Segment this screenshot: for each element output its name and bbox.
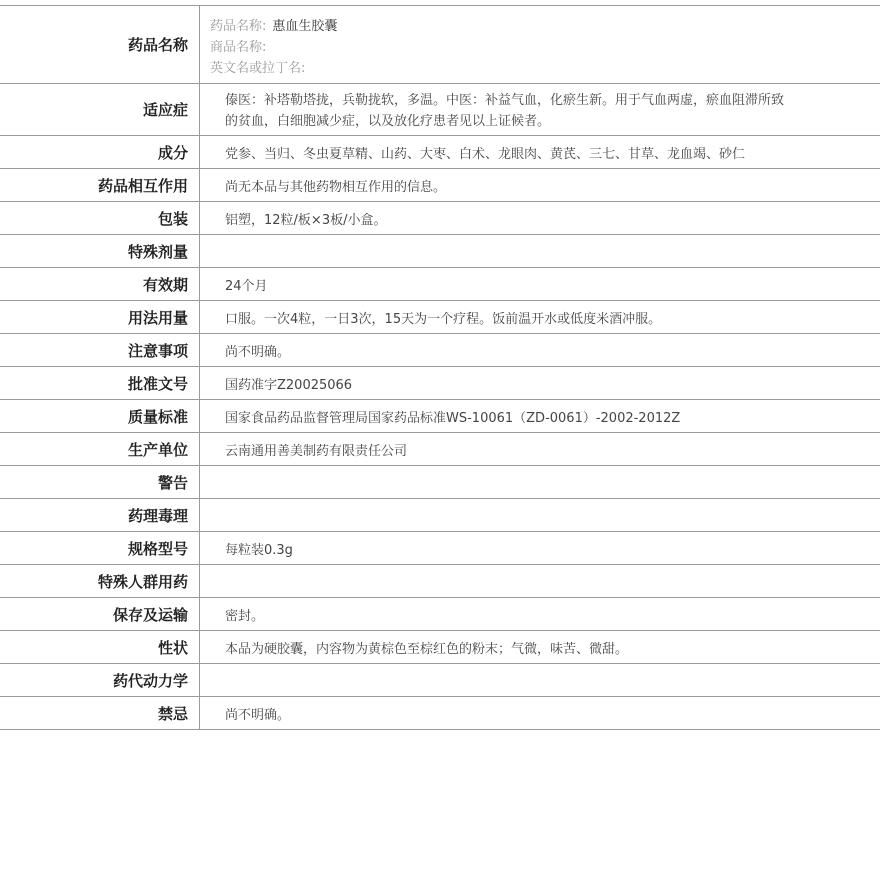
table-row-shelf-life [0,268,880,301]
row-label: 警告 [0,466,200,498]
table-row-approval-number [0,367,880,400]
row-label: 适应症 [0,84,200,135]
row-label: 特殊人群用药 [0,565,200,597]
trade-name-key: 商品名称: [210,40,267,55]
english-name-key: 英文名或拉丁名: [210,61,306,76]
table-row-drug-name [0,6,880,84]
row-value: 傣医：补塔勒塔拢，兵勒拢软，多温。中医：补益气血，化瘀生新。用于气血两虚，瘀血阻滞所致的贫血，白细胞减少症，以及放化疗患者见以上证候者。 [225,93,785,129]
english-name-line [210,58,880,79]
row-label: 生产单位 [0,433,200,465]
row-value: 铝塑，12粒/板×3板/小盒。 [225,212,387,228]
table-row-ingredients [0,136,880,169]
row-value: 每粒装0.3g [225,542,293,558]
table-row-warning [0,466,880,499]
generic-name-key: 药品名称: [210,19,267,34]
table-row-manufacturer [0,433,880,466]
row-value: 国药准字Z20025066 [225,377,353,393]
row-value: 尚不明确。 [225,707,291,723]
row-value: 密封。 [225,608,265,624]
row-label: 保存及运输 [0,598,200,630]
table-row-indications [0,84,880,136]
table-row-contraindications [0,697,880,730]
table-row-pharmacokinetics [0,664,880,697]
row-label: 规格型号 [0,532,200,564]
row-label: 质量标准 [0,400,200,432]
table-row-pharmacology [0,499,880,532]
row-label: 注意事项 [0,334,200,366]
row-label: 禁忌 [0,697,200,729]
row-label: 性状 [0,631,200,663]
generic-name-line [210,16,880,37]
table-row-special-populations [0,565,880,598]
row-label: 药品相互作用 [0,169,200,201]
table-row-specification [0,532,880,565]
row-value: 尚无本品与其他药物相互作用的信息。 [225,179,447,195]
row-value: 云南通用善美制药有限责任公司 [225,443,408,459]
row-value [200,565,880,597]
row-value [200,499,880,531]
row-label: 药品名称 [0,6,200,83]
drug-info-table [0,5,880,730]
table-row-packaging [0,202,880,235]
row-value: 党参、当归、冬虫夏草精、山药、大枣、白术、龙眼肉、黄芪、三七、甘草、龙血竭、砂仁 [225,146,746,162]
table-row-storage [0,598,880,631]
row-label: 药理毒理 [0,499,200,531]
table-row-interactions [0,169,880,202]
trade-name-line [210,37,880,58]
row-label: 有效期 [0,268,200,300]
table-row-dosage [0,301,880,334]
row-value: 尚不明确。 [225,344,291,360]
drug-name-block [200,6,880,83]
row-value: 国家食品药品监督管理局国家药品标准WS-10061（ZD-0061）-2002-2012Z [225,410,681,426]
row-label: 成分 [0,136,200,168]
table-row-description [0,631,880,664]
row-label: 批准文号 [0,367,200,399]
row-value: 24个月 [225,278,268,294]
table-row-quality-standard [0,400,880,433]
table-row-special-dosage [0,235,880,268]
table-row-precautions [0,334,880,367]
row-label: 特殊剂量 [0,235,200,267]
row-value [200,466,880,498]
row-value [200,235,880,267]
row-value: 本品为硬胶囊，内容物为黄棕色至棕红色的粉末；气微，味苦、微甜。 [225,641,629,657]
row-value: 口服。一次4粒，一日3次，15天为一个疗程。饭前温开水或低度米酒冲服。 [225,311,662,327]
generic-name-value: 惠血生胶囊 [272,19,338,34]
row-label: 包装 [0,202,200,234]
row-label: 用法用量 [0,301,200,333]
row-label: 药代动力学 [0,664,200,696]
row-value [200,664,880,696]
